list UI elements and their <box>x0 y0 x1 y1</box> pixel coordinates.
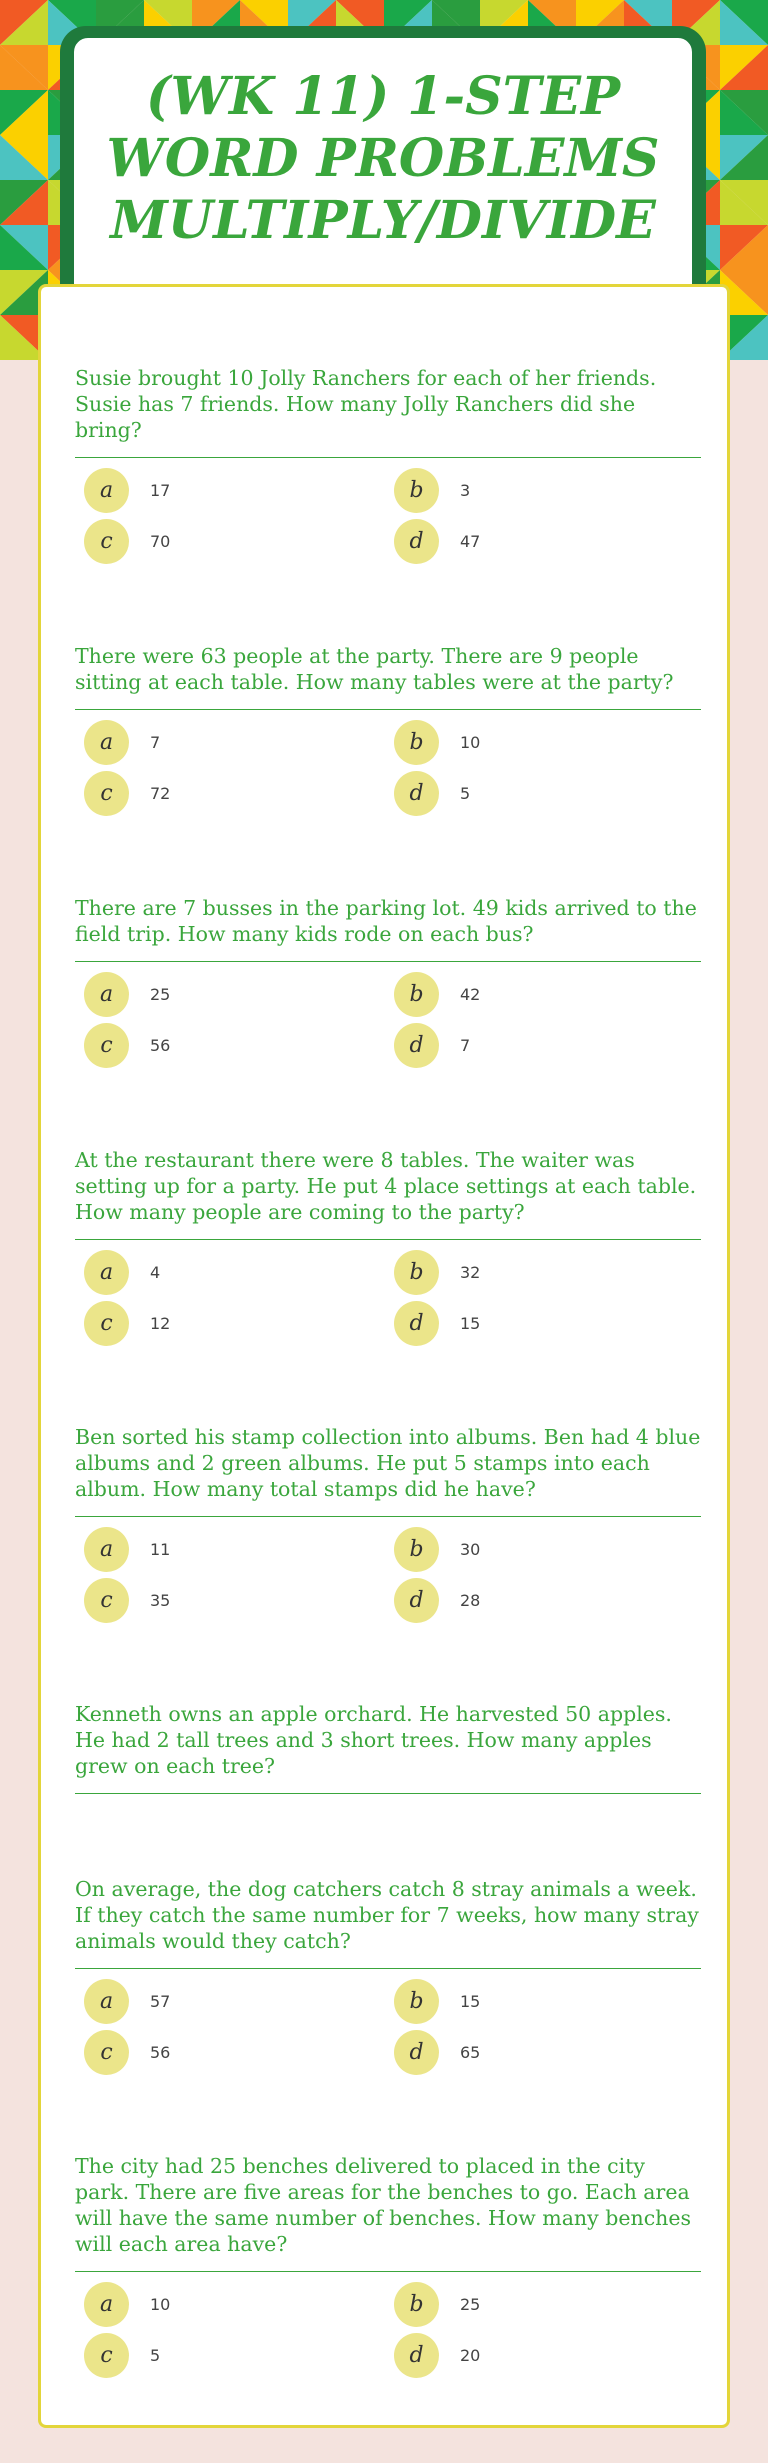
choice-letter-b: b <box>394 1979 439 2024</box>
question-text: Susie brought 10 Jolly Ranchers for each of her friends. Susie has 7 friends. How many Jolly Ranchers did she bring? <box>75 365 701 458</box>
answer-option-d[interactable] <box>394 1578 704 1623</box>
choice-letter-d: d <box>394 519 439 564</box>
choice-letter-a: a <box>84 972 129 1017</box>
question-2 <box>75 643 701 816</box>
choice-letter-b: b <box>394 1527 439 1572</box>
answer-value: 25 <box>150 985 171 1004</box>
choice-letter-d: d <box>394 1023 439 1068</box>
choice-letter-c: c <box>84 2333 129 2378</box>
answer-value: 56 <box>150 2043 171 2062</box>
answer-choices <box>75 1979 701 2075</box>
choice-letter-a: a <box>84 1527 129 1572</box>
answer-option-b[interactable] <box>394 1979 704 2024</box>
question-text: There were 63 people at the party. There are 9 people sitting at each table. How many tables were at the party? <box>75 643 701 710</box>
answer-value: 65 <box>460 2043 481 2062</box>
answer-option-b[interactable] <box>394 720 704 765</box>
choice-letter-b: b <box>394 972 439 1017</box>
answer-option-d[interactable] <box>394 1023 704 1068</box>
answer-value: 56 <box>150 1036 171 1055</box>
question-8 <box>75 2153 701 2378</box>
answer-value: 4 <box>150 1263 161 1282</box>
answer-value: 57 <box>150 1992 171 2011</box>
answer-choices <box>75 2282 701 2378</box>
question-3 <box>75 895 701 1068</box>
answer-option-c[interactable] <box>84 771 394 816</box>
answer-option-d[interactable] <box>394 771 704 816</box>
choice-letter-c: c <box>84 2030 129 2075</box>
answer-value: 72 <box>150 784 171 803</box>
choice-letter-d: d <box>394 2333 439 2378</box>
choice-letter-c: c <box>84 1301 129 1346</box>
choice-letter-d: d <box>394 771 439 816</box>
answer-option-c[interactable] <box>84 519 394 564</box>
answer-choices <box>75 972 701 1068</box>
choice-letter-b: b <box>394 1250 439 1295</box>
answer-value: 30 <box>460 1540 481 1559</box>
answer-value: 7 <box>150 733 161 752</box>
answer-option-d[interactable] <box>394 519 704 564</box>
answer-option-a[interactable] <box>84 1527 394 1572</box>
answer-option-a[interactable] <box>84 2282 394 2327</box>
answer-choices <box>75 468 701 564</box>
question-text: On average, the dog catchers catch 8 stray animals a week. If they catch the same number for 7 weeks, how many stray animals would they catch? <box>75 1876 701 1969</box>
answer-option-b[interactable] <box>394 468 704 513</box>
choice-letter-c: c <box>84 1578 129 1623</box>
choice-letter-a: a <box>84 1250 129 1295</box>
answer-choices <box>75 1250 701 1346</box>
answer-value: 15 <box>460 1992 481 2011</box>
question-text: The city had 25 benches delivered to placed in the city park. There are five areas for the benches to go. Each area will have the same number of benches. How many benches will each area have? <box>75 2153 701 2272</box>
answer-option-a[interactable] <box>84 972 394 1017</box>
answer-value: 7 <box>460 1036 471 1055</box>
answer-value: 28 <box>460 1591 481 1610</box>
answer-choices <box>75 1527 701 1623</box>
choice-letter-b: b <box>394 2282 439 2327</box>
answer-option-b[interactable] <box>394 972 704 1017</box>
choice-letter-a: a <box>84 1979 129 2024</box>
answer-value: 10 <box>460 733 481 752</box>
choice-letter-d: d <box>394 1301 439 1346</box>
answer-option-c[interactable] <box>84 2333 394 2378</box>
answer-value: 10 <box>150 2295 171 2314</box>
answer-option-b[interactable] <box>394 1250 704 1295</box>
answer-option-c[interactable] <box>84 1301 394 1346</box>
answer-option-b[interactable] <box>394 2282 704 2327</box>
answer-value: 5 <box>150 2346 161 2365</box>
answer-value: 5 <box>460 784 471 803</box>
choice-letter-b: b <box>394 720 439 765</box>
answer-option-a[interactable] <box>84 468 394 513</box>
answer-value: 12 <box>150 1314 171 1333</box>
answer-option-b[interactable] <box>394 1527 704 1572</box>
answer-value: 42 <box>460 985 481 1004</box>
answer-value: 15 <box>460 1314 481 1333</box>
question-6 <box>75 1701 701 1794</box>
question-5 <box>75 1424 701 1623</box>
page-title: (WK 11) 1-STEP WORD PROBLEMS MULTIPLY/DIVIDE <box>106 66 660 251</box>
choice-letter-d: d <box>394 1578 439 1623</box>
question-4 <box>75 1147 701 1346</box>
choice-letter-d: d <box>394 2030 439 2075</box>
answer-option-c[interactable] <box>84 1023 394 1068</box>
choice-letter-c: c <box>84 519 129 564</box>
choice-letter-a: a <box>84 2282 129 2327</box>
questions-card <box>38 284 730 2428</box>
answer-option-d[interactable] <box>394 2333 704 2378</box>
question-text: Ben sorted his stamp collection into albums. Ben had 4 blue albums and 2 green albums. He put 5 stamps into each album. How many total stamps did he have? <box>75 1424 701 1517</box>
choice-letter-a: a <box>84 720 129 765</box>
answer-option-a[interactable] <box>84 1250 394 1295</box>
answer-value: 20 <box>460 2346 481 2365</box>
answer-option-a[interactable] <box>84 720 394 765</box>
answer-option-c[interactable] <box>84 2030 394 2075</box>
choice-letter-b: b <box>394 468 439 513</box>
choice-letter-a: a <box>84 468 129 513</box>
choice-letter-c: c <box>84 771 129 816</box>
answer-value: 3 <box>460 481 471 500</box>
answer-value: 32 <box>460 1263 481 1282</box>
answer-value: 47 <box>460 532 481 551</box>
answer-value: 70 <box>150 532 171 551</box>
answer-value: 11 <box>150 1540 171 1559</box>
answer-option-c[interactable] <box>84 1578 394 1623</box>
answer-choices <box>75 720 701 816</box>
question-1 <box>75 365 701 564</box>
answer-option-a[interactable] <box>84 1979 394 2024</box>
question-text: Kenneth owns an apple orchard. He harvested 50 apples. He had 2 tall trees and 3 short trees. How many apples grew on each tree? <box>75 1701 701 1794</box>
answer-option-d[interactable] <box>394 1301 704 1346</box>
question-text: At the restaurant there were 8 tables. The waiter was setting up for a party. He put 4 place settings at each table. How many people are coming to the party? <box>75 1147 701 1240</box>
question-7 <box>75 1876 701 2075</box>
answer-value: 35 <box>150 1591 171 1610</box>
choice-letter-c: c <box>84 1023 129 1068</box>
question-text: There are 7 busses in the parking lot. 49 kids arrived to the field trip. How many kids rode on each bus? <box>75 895 701 962</box>
answer-value: 25 <box>460 2295 481 2314</box>
answer-option-d[interactable] <box>394 2030 704 2075</box>
answer-value: 17 <box>150 481 171 500</box>
